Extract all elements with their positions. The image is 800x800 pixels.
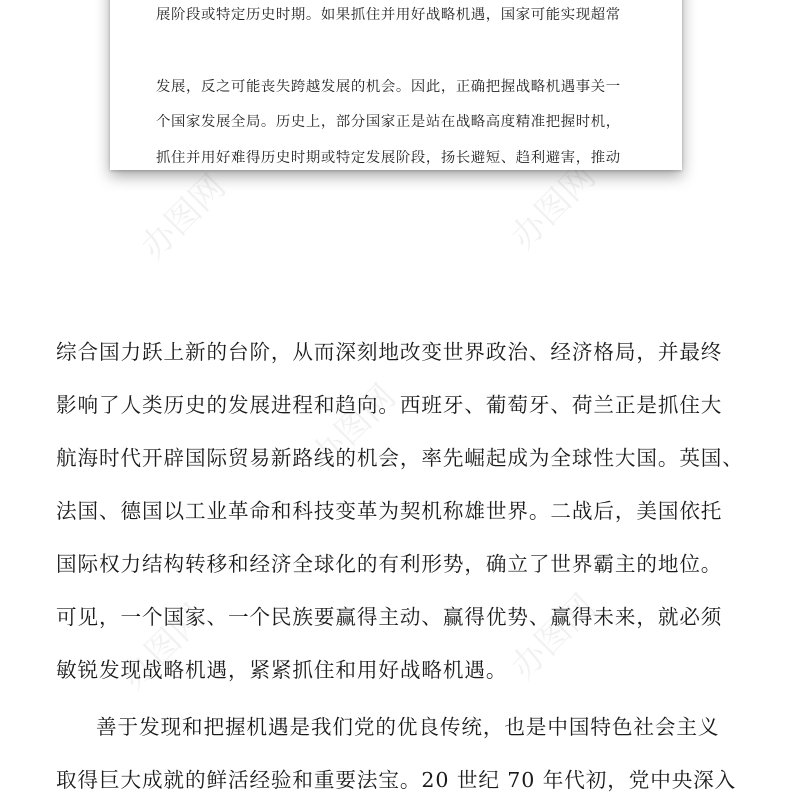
watermark: 办图网 [113,596,214,698]
watermark: 办图网 [503,586,604,688]
body-text-line: 取得巨大成就的鲜活经验和重要法宝。20 世纪 70 年代初，党中央深入 [56,768,737,792]
body-text-line: 善于发现和把握机遇是我们党的优良传统，也是中国特色社会主义 [96,715,720,739]
body-text-line: 法国、德国以工业革命和科技变革为契机称雄世界。二战后，美国依托 [56,499,723,523]
watermark: 办图网 [503,156,604,258]
body-text-line: 国际权力结构转移和经济全球化的有利形势，确立了世界霸主的地位。 [56,552,723,576]
card-text-line: 发展，反之可能丧失跨越发展的机会。因此，正确把握战略机遇事关一 [156,79,621,95]
watermark: 办图网 [133,166,234,268]
body-text-line: 影响了人类历史的发展进程和趋向。西班牙、葡萄牙、荷兰正是抓住大 [56,393,723,417]
quote-card [110,0,682,170]
watermark: 办图网 [303,376,404,478]
body-text-line: 敏锐发现战略机遇，紧紧抓住和用好战略机遇。 [56,658,508,682]
card-text-line: 个国家发展全局。历史上，部分国家正是站在战略高度精准把握时机， [156,114,621,130]
card-text-line: 抓住并用好难得历史时期或特定发展阶段，扬长避短、趋利避害，推动 [156,150,621,166]
card-text-line: 展阶段或特定历史时期。如果抓住并用好战略机遇，国家可能实现超常 [156,7,621,23]
body-text-line: 可见，一个国家、一个民族要赢得主动、赢得优势、赢得未来，就必须 [56,605,723,629]
body-text-line: 综合国力跃上新的台阶，从而深刻地改变世界政治、经济格局，并最终 [56,340,723,364]
body-text-line: 航海时代开辟国际贸易新路线的机会，率先崛起成为全球性大国。英国、 [56,446,744,470]
